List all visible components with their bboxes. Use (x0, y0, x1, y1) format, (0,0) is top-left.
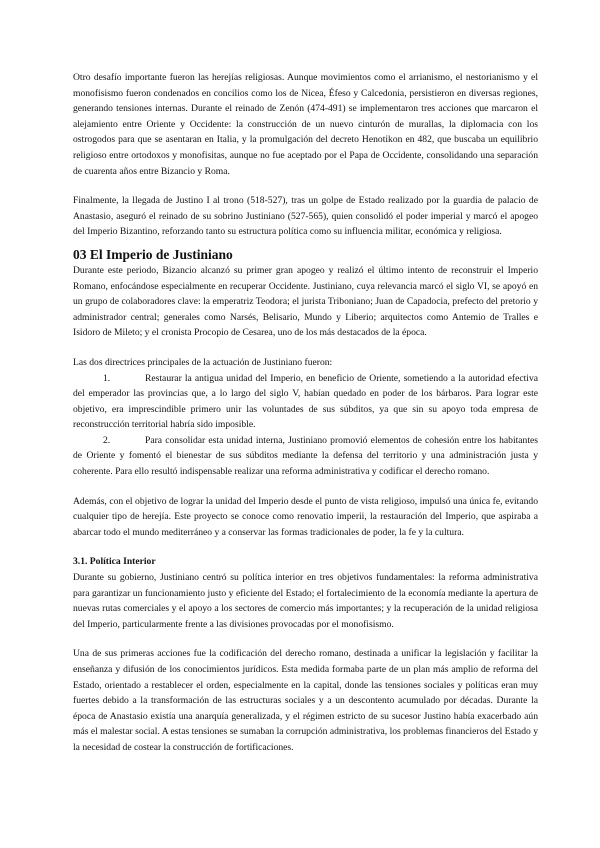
paragraph-codificacion: Una de sus primeras acciones fue la codificación del derecho romano, destinada a unificar la legislación y facilitar la enseñanza y difusión de los conocimientos jurídicos. Esta medida formaba parte de un plan más amplio de reforma del Estado, orientado a restablecer el orden, especialmente en la capital, donde las tensiones sociales y políticas eran muy fuertes debido a la transformación de las estructuras sociales y a un descontento acumulado por décadas. Durante la época de Anastasio existía una anarquía generalizada, y el régimen estricto de su sucesor Justino había exacerbado aún más el malestar social. A estas tensiones se sumaban la corrupción administrativa, los problemas financieros del Estado y la necesidad de costear la construcción de fortificaciones. (73, 648, 538, 753)
section-heading-justiniano: 03 El Imperio de Justiniano (73, 246, 233, 262)
list-item-number: 1. (103, 372, 111, 384)
paragraph-renovatio: Además, con el objetivo de lograr la unidad del Imperio desde el punto de vista religioso, impulsó una única fe, evitando cualquier tipo de herejía. Este proyecto se conoce como renovatio imperii, la restauración del Imperio, que aspiraba a abarcar todo el mundo mediterráneo y a conservar las formas tradicionales de poder, la fe y la cultura. (73, 495, 538, 538)
paragraph-justino: Finalmente, la llegada de Justino I al trono (518-527), tras un golpe de Estado realizado por la guardia de palacio de Anastasio, aseguró el reinado de su sobrino Justiniano (527-565), quien consolidó el poder imperial y marcó el apogeo del Imperio Bizantino, reforzando tanto su estructura política como su influencia militar, económica y religiosa. (73, 195, 538, 238)
paragraph-apogeo: Durante este periodo, Bizancio alcanzó su primer gran apogeo y realizó el último intento de reconstruir el Imperio Romano, enfocándose especialmente en recuperar Occidente. Justiniano, cuya relevancia marcó el siglo VI, se apoyó en un grupo de colaboradores clave: la emperatriz Teodora; el jurista Triboniano; Juan de Capadocia, prefecto del pretorio y administrador central; generales como Narsés, Belisario, Mundo y Liberio; arquitectos como Antemio de Tralles e Isidoro de Mileto; y el cronista Procopio de Cesarea, uno de los más destacados de la época. (73, 264, 538, 339)
paragraph-objetivos: Durante su gobierno, Justiniano centró su política interior en tres objetivos fundamentales: la reforma administrativa para garantizar un funcionamiento justo y eficiente del Estado; el fortalecimiento de la economía mediante la apertura de nuevas rutas comerciales y el apoyo a los sectores de comercio más importantes; y la recuperación de la unidad religiosa del Imperio, particularmente frente a las divisiones provocadas por el monofisismo. (73, 572, 538, 630)
list-item-2 (73, 433, 538, 480)
paragraph-herejias: Otro desafío importante fueron las herejías religiosas. Aunque movimientos como el arrianismo, el nestorianismo y el monofisismo fueron condenados en concilios como los de Nicea, Éfeso y Calcedonia, persistieron en diversas regiones, generando tensiones internas. Durante el reinado de Zenón (474-491) se implementaron tres acciones que marcaron el alejamiento entre Oriente y Occidente: la construcción de un nuevo cinturón de murallas, la diplomacia con los ostrogodos para que se asentaran en Italia, y la promulgación del decreto Henotikon en 482, que buscaba un equilibrio religioso entre ortodoxos y monofisitas, aunque no fue aceptado por el Papa de Occidente, consolidando una separación de cuarenta años entre Bizancio y Roma. (73, 72, 538, 177)
list-item-text: Restaurar la antigua unidad del Imperio, en beneficio de Oriente, sometiendo a la autoridad efectiva del emperador las provincias que, a lo largo del siglo V, habían quedado en poder de los bárbaros. Para lograr este objetivo, era imprescindible primero unir las voluntades de sus súbditos, ya que sin su apoyo toda empresa de reconstrucción territorial habría sido imposible. (73, 372, 538, 431)
list-item-number: 2. (103, 434, 111, 446)
subsection-heading-politica-interior: 3.1. Política Interior (73, 556, 156, 568)
paragraph-directrices-intro: Las dos directrices principales de la actuación de Justiniano fueron: (73, 356, 333, 368)
list-item-text: Para consolidar esta unidad interna, Justiniano promovió elementos de cohesión entre los habitantes de Oriente y fomentó el bienestar de sus súbditos mediante la defensa del territorio y una administración justa y coherente. Para ello resultó indispensable realizar una reforma administrativa y codificar el derecho romano. (73, 434, 538, 478)
list-item-1 (73, 371, 538, 433)
